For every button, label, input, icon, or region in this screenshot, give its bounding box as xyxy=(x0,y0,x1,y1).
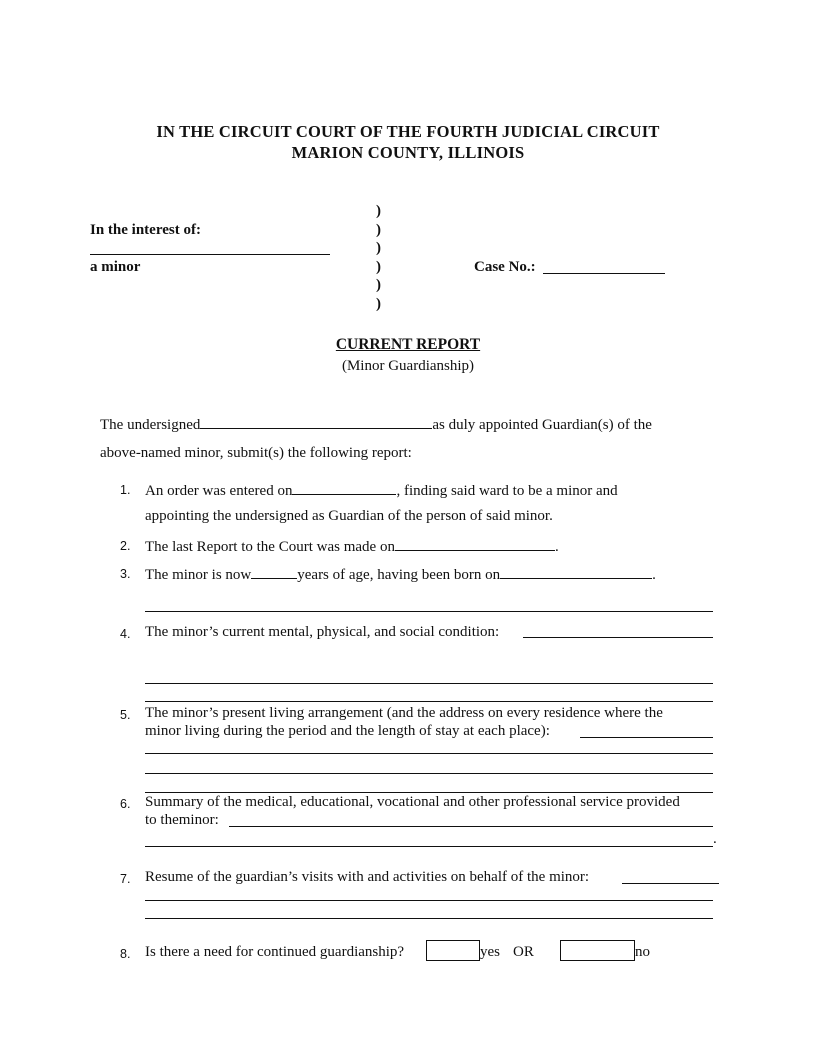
caption-paren: ) xyxy=(376,277,381,293)
item-text: . xyxy=(554,539,559,555)
item-number: 4. xyxy=(120,627,131,641)
answer-line[interactable] xyxy=(145,918,713,919)
item-text: . xyxy=(652,567,656,583)
minor-age-field[interactable] xyxy=(251,564,297,579)
item-number: 1. xyxy=(120,483,131,497)
intro-text: as duly appointed Guardian(s) of the xyxy=(432,417,652,433)
court-heading: IN THE CIRCUIT COURT OF THE FOURTH JUDICIAL CIRCUIT xyxy=(156,122,660,141)
item-text: The last Report to the Court was made on xyxy=(145,539,395,555)
item-text: An order was entered on xyxy=(145,483,293,499)
item-text: . xyxy=(713,831,717,847)
answer-line[interactable] xyxy=(145,683,713,684)
item-number: 7. xyxy=(120,872,131,886)
intro-text: The undersigned xyxy=(100,417,201,433)
no-checkbox[interactable] xyxy=(560,940,635,961)
visits-field[interactable] xyxy=(622,883,719,884)
item-text: minor living during the period and the length of stay at each place): xyxy=(145,723,550,739)
caption-paren: ) xyxy=(376,240,381,256)
birth-date-field[interactable] xyxy=(500,564,652,579)
item-text: to theminor: xyxy=(145,812,219,828)
caption-paren: ) xyxy=(376,203,381,219)
case-number-field[interactable] xyxy=(543,273,665,274)
order-date-field[interactable] xyxy=(292,480,396,495)
case-number-label: Case No.: xyxy=(474,259,536,275)
county-heading: MARION COUNTY, ILLINOIS xyxy=(291,143,525,162)
caption-paren: ) xyxy=(376,222,381,238)
living-arrangement-field[interactable] xyxy=(580,737,713,738)
item-number: 5. xyxy=(120,708,131,722)
last-report-date-field[interactable] xyxy=(395,536,555,551)
interest-label: In the interest of: xyxy=(90,222,201,238)
caption-paren: ) xyxy=(376,296,381,312)
services-field[interactable] xyxy=(229,826,713,827)
answer-line[interactable] xyxy=(145,773,713,774)
report-title: CURRENT REPORT xyxy=(335,336,481,353)
item-text: The minor’s present living arrangement (and the address on every residence where the xyxy=(145,705,663,721)
condition-field[interactable] xyxy=(523,637,713,638)
item-text: years of age, having been born on xyxy=(297,567,501,583)
report-subtitle: (Minor Guardianship) xyxy=(341,358,475,374)
caption-paren: ) xyxy=(376,259,381,275)
answer-line[interactable] xyxy=(145,701,713,702)
item-number: 3. xyxy=(120,567,131,581)
intro-text: above-named minor, submit(s) the following report: xyxy=(100,445,412,461)
item-number: 6. xyxy=(120,797,131,811)
answer-line[interactable] xyxy=(145,611,713,612)
item-text: Summary of the medical, educational, vocational and other professional service provided xyxy=(145,794,680,810)
answer-line[interactable] xyxy=(145,846,713,847)
yes-label: yes xyxy=(480,944,500,960)
minor-label: a minor xyxy=(90,259,141,275)
item-number: 8. xyxy=(120,947,131,961)
item-text: Resume of the guardian’s visits with and activities on behalf of the minor: xyxy=(145,869,590,885)
item-text: , finding said ward to be a minor and xyxy=(396,483,618,499)
yes-checkbox[interactable] xyxy=(426,940,480,961)
answer-line[interactable] xyxy=(145,753,713,754)
guardian-name-field[interactable] xyxy=(200,414,432,429)
item-text: The minor is now xyxy=(145,567,252,583)
answer-line[interactable] xyxy=(145,900,713,901)
no-label: no xyxy=(635,944,650,960)
item-number: 2. xyxy=(120,539,131,553)
item-text: Is there a need for continued guardianship? xyxy=(145,944,405,960)
item-text: appointing the undersigned as Guardian of the person of said minor. xyxy=(145,508,553,524)
or-label: OR xyxy=(513,944,534,960)
minor-name-field[interactable] xyxy=(90,254,330,255)
item-text: The minor’s current mental, physical, and social condition: xyxy=(145,624,500,640)
answer-line[interactable] xyxy=(145,792,713,793)
